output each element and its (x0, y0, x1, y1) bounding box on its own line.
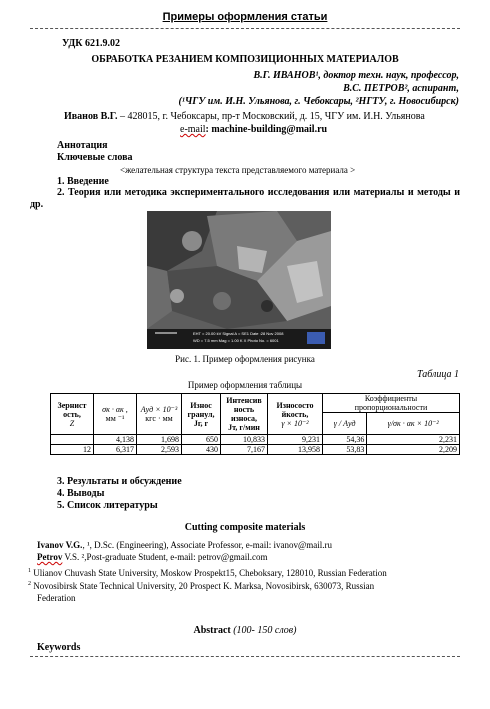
table-header-row (51, 394, 460, 413)
english-keywords: Keywords (37, 642, 81, 653)
english-author-2: Petrov V.S. ²,Post-graduate Student, e-mail: petrov@gmail.com (37, 552, 268, 562)
figure-caption: Рис. 1. Пример оформления рисунка (175, 354, 315, 364)
divider-bottom (30, 656, 460, 657)
annotation-heading: Аннотация (57, 140, 108, 151)
affiliation-2-line-2: Federation (37, 593, 76, 603)
contact-name: Иванов В.Г. (64, 111, 118, 122)
article-title: ОБРАБОТКА РЕЗАНИЕМ КОМПОЗИЦИОННЫХ МАТЕРИАЛОВ (91, 54, 399, 65)
authors-line-1: В.Г. ИВАНОВ¹, доктор техн. наук, профессор, (253, 70, 459, 81)
contact-line (64, 111, 425, 122)
contact-email (180, 124, 327, 135)
abstract-heading: Abstract (100- 150 слов) (193, 625, 297, 636)
english-title: Cutting composite materials (184, 522, 306, 533)
section-results: 3. Результаты и обсуждение (57, 476, 182, 487)
section-references: 5. Список литературы (57, 500, 158, 511)
figure-sem-image (147, 211, 331, 349)
email-value[interactable]: : machine-building@mail.ru (205, 124, 328, 135)
th-gamma-sigma: γ/σк · αк × 10⁻² (367, 413, 460, 435)
structure-placeholder: <желательная структура текста представляемого материала > (120, 165, 356, 175)
th-a-ud: Aуд × 10⁻³ кгс · мм (137, 394, 182, 435)
sem-micrograph (147, 211, 331, 349)
page-header: Примеры оформления статьи (162, 11, 328, 23)
table-number: Таблица 1 (417, 369, 459, 380)
th-gamma-aud: γ / Aуд (323, 413, 367, 435)
data-table (50, 393, 460, 455)
table-row: 12 6,317 2,593 430 7,167 13,958 53,83 2,209 (51, 445, 460, 455)
section-conclusions: 4. Выводы (57, 488, 105, 499)
keywords-heading: Ключевые слова (57, 152, 133, 163)
th-sigma: σк · αк , мм ⁻¹ (94, 394, 137, 435)
th-coefficients: Коэффициенты пропорциональности (323, 394, 460, 413)
sem-info-line-1: EHT = 20.00 kV Signal A = SE1 Date :28 Nov 2008 (193, 331, 284, 336)
th-wear: Износ гранул, Jг, г (182, 394, 221, 435)
th-grain: Зернист ость, Z (51, 394, 94, 435)
th-resistance: Износосто йкость, γ × 10⁻² (268, 394, 323, 435)
authors-affiliation: (¹ЧГУ им. И.Н. Ульянова, г. Чебоксары, ²НГТУ, г. Новосибирск) (178, 96, 459, 107)
english-author-1: Ivanov V.G., ¹, D.Sc. (Engineering), Associate Professor, e-mail: ivanov@mail.ru (37, 540, 333, 550)
affiliation-1: $^1$ Ulianov Chuvash State University, Moskow Prospekt15, Cheboksary, 128010, Russian Federation (28, 568, 387, 578)
section-intro: 1. Введение (57, 176, 109, 187)
contact-address: – 428015, г. Чебоксары, пр-т Московский, д. 15, ЧГУ им. И.Н. Ульянова (117, 111, 425, 122)
table-title: Пример оформления таблицы (187, 380, 303, 390)
udk-code: УДК 621.9.02 (62, 38, 120, 49)
divider-top (30, 28, 460, 29)
sem-info-line-2: WD = 7.5 mm Mag = 1.00 K X Photo No. = 6001 (193, 338, 279, 343)
th-intensity: Интенсив ность износа, Jт, г/мин (221, 394, 268, 435)
authors-line-2: В.С. ПЕТРОВ², аспирант, (343, 83, 459, 94)
table-row: 4,138 1,698 650 10,833 9,231 54,36 2,231 (51, 435, 460, 445)
section-theory: 2. Теория или методика экспериментального исследования или материалы и методы и др. (30, 187, 460, 210)
affiliation-2-line-1: $^2$ Novosibirsk State Technical University, 20 Prospect K. Marksa, Novosibirsk, 630073, Russian (28, 581, 375, 591)
email-label: e-mail (180, 124, 206, 135)
